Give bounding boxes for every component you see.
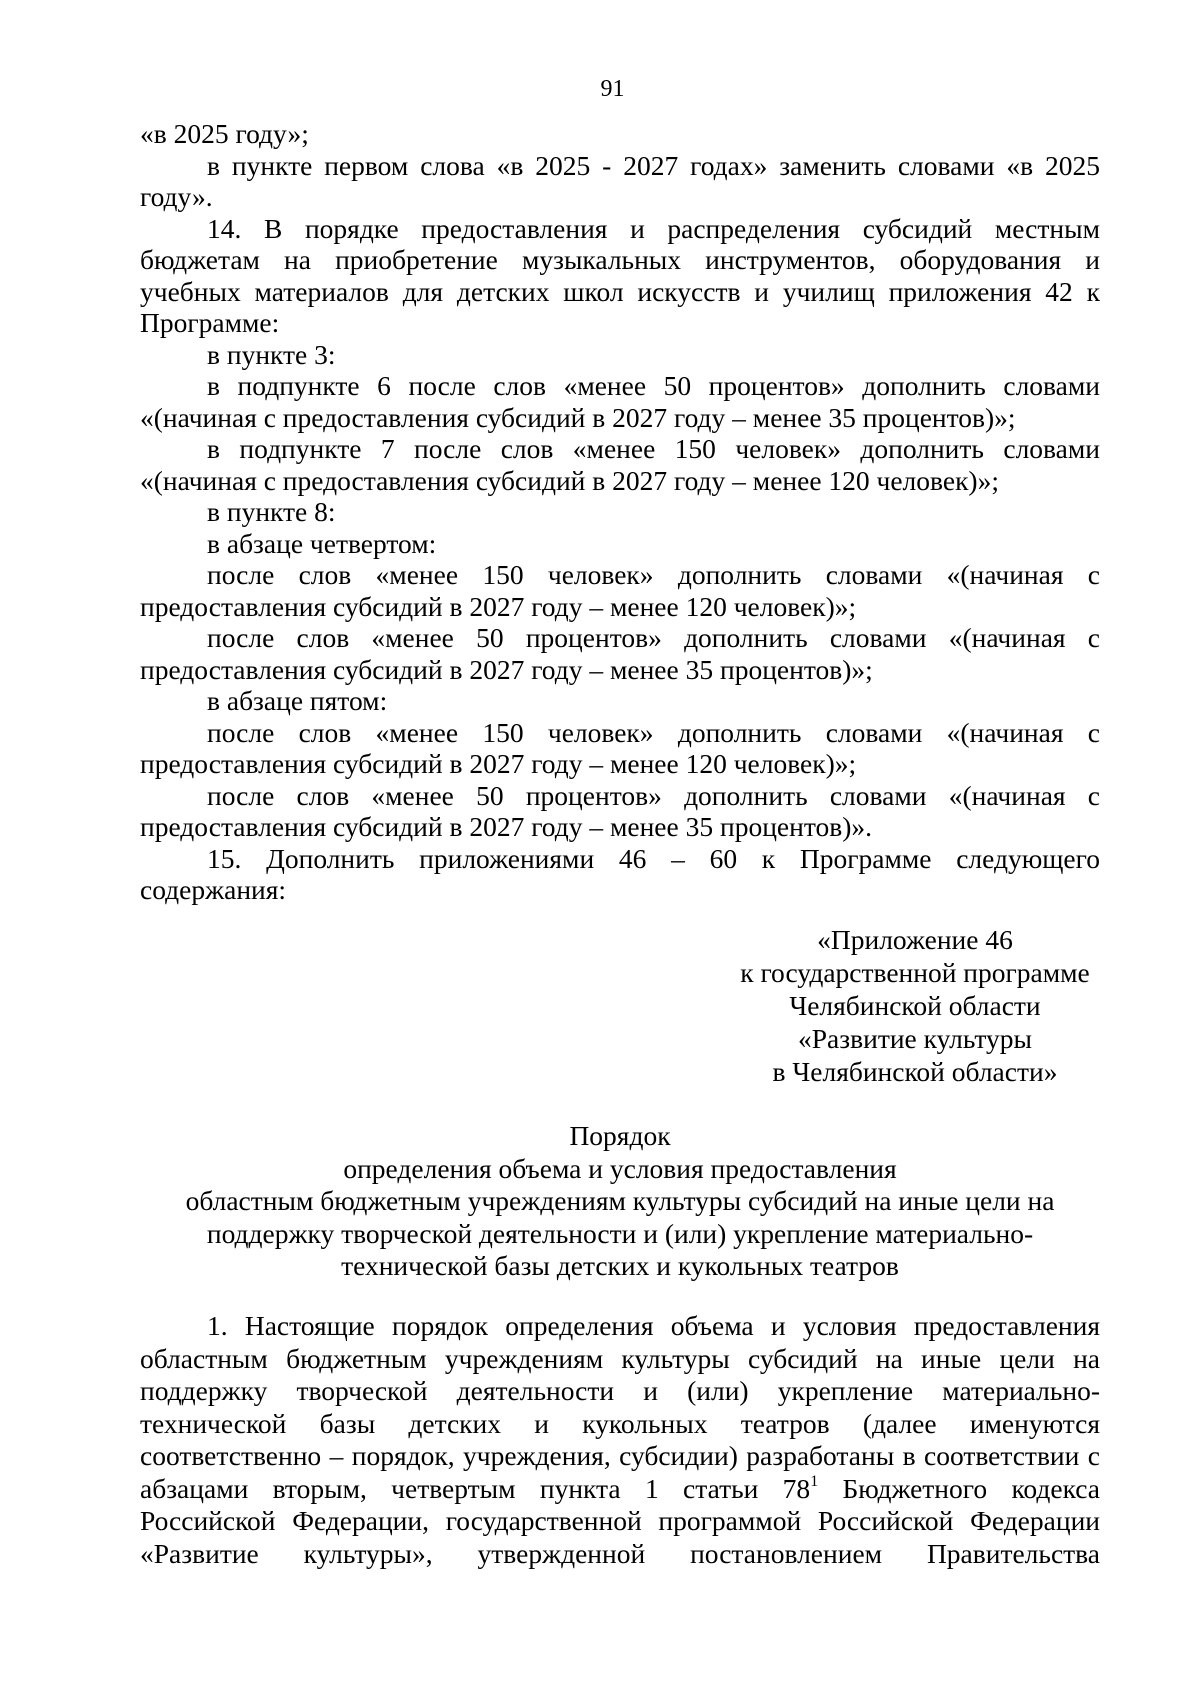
paragraph: после слов «менее 150 человек» дополнить словами «(начиная с предоставления субсидий в 2027 году – менее 120 человек)»; <box>140 716 1100 779</box>
paragraph: «в 2025 году»; <box>140 118 309 149</box>
clause-1-text: 1. Настоящие порядок определения объема и условия предоставления областным бюджетным учреждениям культуры субсидий на иные цели на поддержку творческой деятельности и (или) укрепление материально-технической базы детских и кукольных театров (далее именуются соответственно – порядок, учреждения, субсидии) разработаны в соответствии с абзацами вторым, четвертым пункта 1 статьи 78 <box>140 1310 1100 1504</box>
paragraph: после слов «менее 50 процентов» дополнить словами «(начиная с предоставления субсидий в 2027 году – менее 35 процентов)». <box>140 779 1100 842</box>
appendix-line: «Развитие культуры <box>798 1023 1032 1054</box>
appendix-line: Челябинской области <box>789 990 1041 1021</box>
footnote-superscript: 1 <box>810 1472 819 1490</box>
title-line: Порядок <box>569 1120 671 1151</box>
appendix-line: «Приложение 46 <box>817 924 1013 955</box>
paragraph: после слов «менее 150 человек» дополнить словами «(начиная с предоставления субсидий в 2027 году – менее 120 человек)»; <box>140 559 1100 622</box>
paragraph: 14. В порядке предоставления и распределения субсидий местным бюджетам на приобретение музыкальных инструментов, оборудования и учебных материалов для детских школ искусств и училищ приложения 42 к Программе: <box>140 212 1100 338</box>
paragraph: в пункте 8: <box>207 496 336 527</box>
title-line: технической базы детских и кукольных театров <box>341 1250 899 1281</box>
paragraph: 15. Дополнить приложениями 46 – 60 к Программе следующего содержания: <box>140 842 1100 905</box>
appendix-heading <box>720 923 1110 1088</box>
appendix-line: в Челябинской области» <box>772 1056 1058 1087</box>
clause-1-text-continued: Бюджетного кодекса Российской Федерации, государственной программой Российской Федерации «Развитие культуры», утвержденной постановлением Правительства <box>140 1472 1100 1569</box>
amendments-text <box>140 118 1100 906</box>
paragraph: в пункте первом слова «в 2025 - 2027 годах» заменить словами «в 2025 году». <box>140 149 1100 212</box>
clause-1 <box>140 1310 1100 1570</box>
paragraph: в абзаце пятом: <box>207 685 388 716</box>
paragraph: в подпункте 6 после слов «менее 50 процентов» дополнить словами «(начиная с предоставления субсидий в 2027 году – менее 35 процентов)»; <box>140 370 1100 433</box>
paragraph: в подпункте 7 после слов «менее 150 человек» дополнить словами «(начиная с предоставления субсидий в 2027 году – менее 120 человек)»; <box>140 433 1100 496</box>
document-title <box>140 1120 1100 1283</box>
paragraph: в абзаце четвертом: <box>207 527 437 559</box>
paragraph: в пункте 3: <box>207 338 336 370</box>
clause-1-paragraph <box>140 1310 1100 1570</box>
title-line: поддержку творческой деятельности и (или) укрепление материально- <box>206 1217 1034 1249</box>
title-line: областным бюджетным учреждениям культуры субсидий на иные цели на <box>185 1185 1055 1216</box>
page-number: 91 <box>600 76 625 102</box>
appendix-line: к государственной программе <box>740 957 1090 988</box>
paragraph: после слов «менее 50 процентов» дополнить словами «(начиная с предоставления субсидий в 2027 году – менее 35 процентов)»; <box>140 622 1100 685</box>
title-line: определения объема и условия предоставления <box>343 1152 897 1184</box>
